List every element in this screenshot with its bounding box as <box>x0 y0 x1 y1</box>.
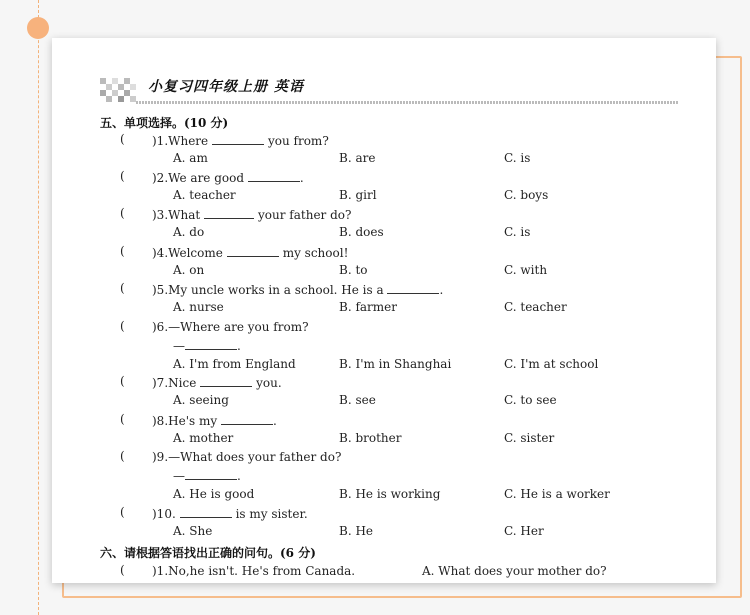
answer-blank[interactable] <box>248 169 300 182</box>
answer-paren[interactable]: ( <box>120 563 125 577</box>
question-stem: )7.Nice you. <box>152 376 282 390</box>
worksheet-page <box>52 38 716 583</box>
answer-paren[interactable]: ( <box>120 374 125 388</box>
option-b: B. see <box>339 393 376 407</box>
option-b: B. He <box>339 524 374 538</box>
option-b: B. to <box>339 263 368 277</box>
header-title: 小复习四年级上册 英语 <box>148 79 304 95</box>
question-stem: )9.—What does your father do? <box>152 450 342 464</box>
option-c: C. to see <box>504 393 557 407</box>
option-b: B. are <box>339 151 376 165</box>
answer-blank[interactable] <box>185 337 237 350</box>
option-b: B. does <box>339 225 384 239</box>
option-c: C. is <box>504 225 531 239</box>
option-c: C. I'm at school <box>504 357 599 371</box>
answer-paren[interactable]: ( <box>120 449 125 463</box>
option-b: B. I'm in Shanghai <box>339 357 452 371</box>
answer-line: — . <box>173 469 241 483</box>
option-a: A. seeing <box>173 393 229 407</box>
option-b: B. farmer <box>339 300 397 314</box>
answer-paren[interactable]: ( <box>120 505 125 519</box>
answer-blank[interactable] <box>387 281 439 294</box>
option-a: A. mother <box>173 431 234 445</box>
option-a: A. I'm from England <box>173 357 296 371</box>
answer-blank[interactable] <box>227 244 279 257</box>
question-stem: )1.No,he isn't. He's from Canada. <box>152 564 356 578</box>
question-stem: )6.—Where are you from? <box>152 320 309 334</box>
answer-paren[interactable]: ( <box>120 169 125 183</box>
option-c: C. teacher <box>504 300 567 314</box>
answer-paren[interactable]: ( <box>120 132 125 146</box>
page-header <box>100 76 678 104</box>
margin-dashed-line <box>38 0 39 615</box>
answer-paren[interactable]: ( <box>120 281 125 295</box>
section6-title: 六、请根据答语找出正确的问句。(6 分) <box>100 546 316 560</box>
option-c: C. with <box>504 263 548 277</box>
option-b: B. girl <box>339 188 377 202</box>
answer-option: A. What does your mother do? <box>422 564 607 578</box>
option-c: C. Her <box>504 524 544 538</box>
orange-circle-decoration <box>27 17 49 39</box>
question-stem: )10. is my sister. <box>152 507 308 521</box>
answer-line: — . <box>173 339 241 353</box>
option-c: C. boys <box>504 188 549 202</box>
option-a: A. teacher <box>173 188 236 202</box>
answer-blank[interactable] <box>185 467 237 480</box>
header-rule <box>136 101 678 104</box>
question-stem: )1.Where you from? <box>152 134 329 148</box>
question-stem: )8.He's my . <box>152 414 277 428</box>
question-stem: )3.What your father do? <box>152 208 352 222</box>
answer-blank[interactable] <box>212 132 264 145</box>
question-stem: )4.Welcome my school! <box>152 246 349 260</box>
option-b: B. He is working <box>339 487 441 501</box>
answer-blank[interactable] <box>180 505 232 518</box>
option-a: A. do <box>173 225 205 239</box>
answer-paren[interactable]: ( <box>120 319 125 333</box>
option-a: A. He is good <box>173 487 255 501</box>
option-c: C. is <box>504 151 531 165</box>
option-a: A. She <box>173 524 213 538</box>
answer-paren[interactable]: ( <box>120 206 125 220</box>
answer-blank[interactable] <box>204 206 254 219</box>
answer-paren[interactable]: ( <box>120 412 125 426</box>
answer-blank[interactable] <box>221 412 273 425</box>
question-stem: )2.We are good . <box>152 171 304 185</box>
question-stem: )5.My uncle works in a school. He is a . <box>152 283 444 297</box>
option-a: A. nurse <box>173 300 224 314</box>
answer-paren[interactable]: ( <box>120 244 125 258</box>
option-c: C. He is a worker <box>504 487 610 501</box>
option-c: C. sister <box>504 431 555 445</box>
option-b: B. brother <box>339 431 402 445</box>
checker-pattern-icon <box>100 78 136 102</box>
option-a: A. on <box>173 263 205 277</box>
option-a: A. am <box>173 151 208 165</box>
section5-title: 五、单项选择。(10 分) <box>100 116 229 130</box>
answer-blank[interactable] <box>200 374 252 387</box>
